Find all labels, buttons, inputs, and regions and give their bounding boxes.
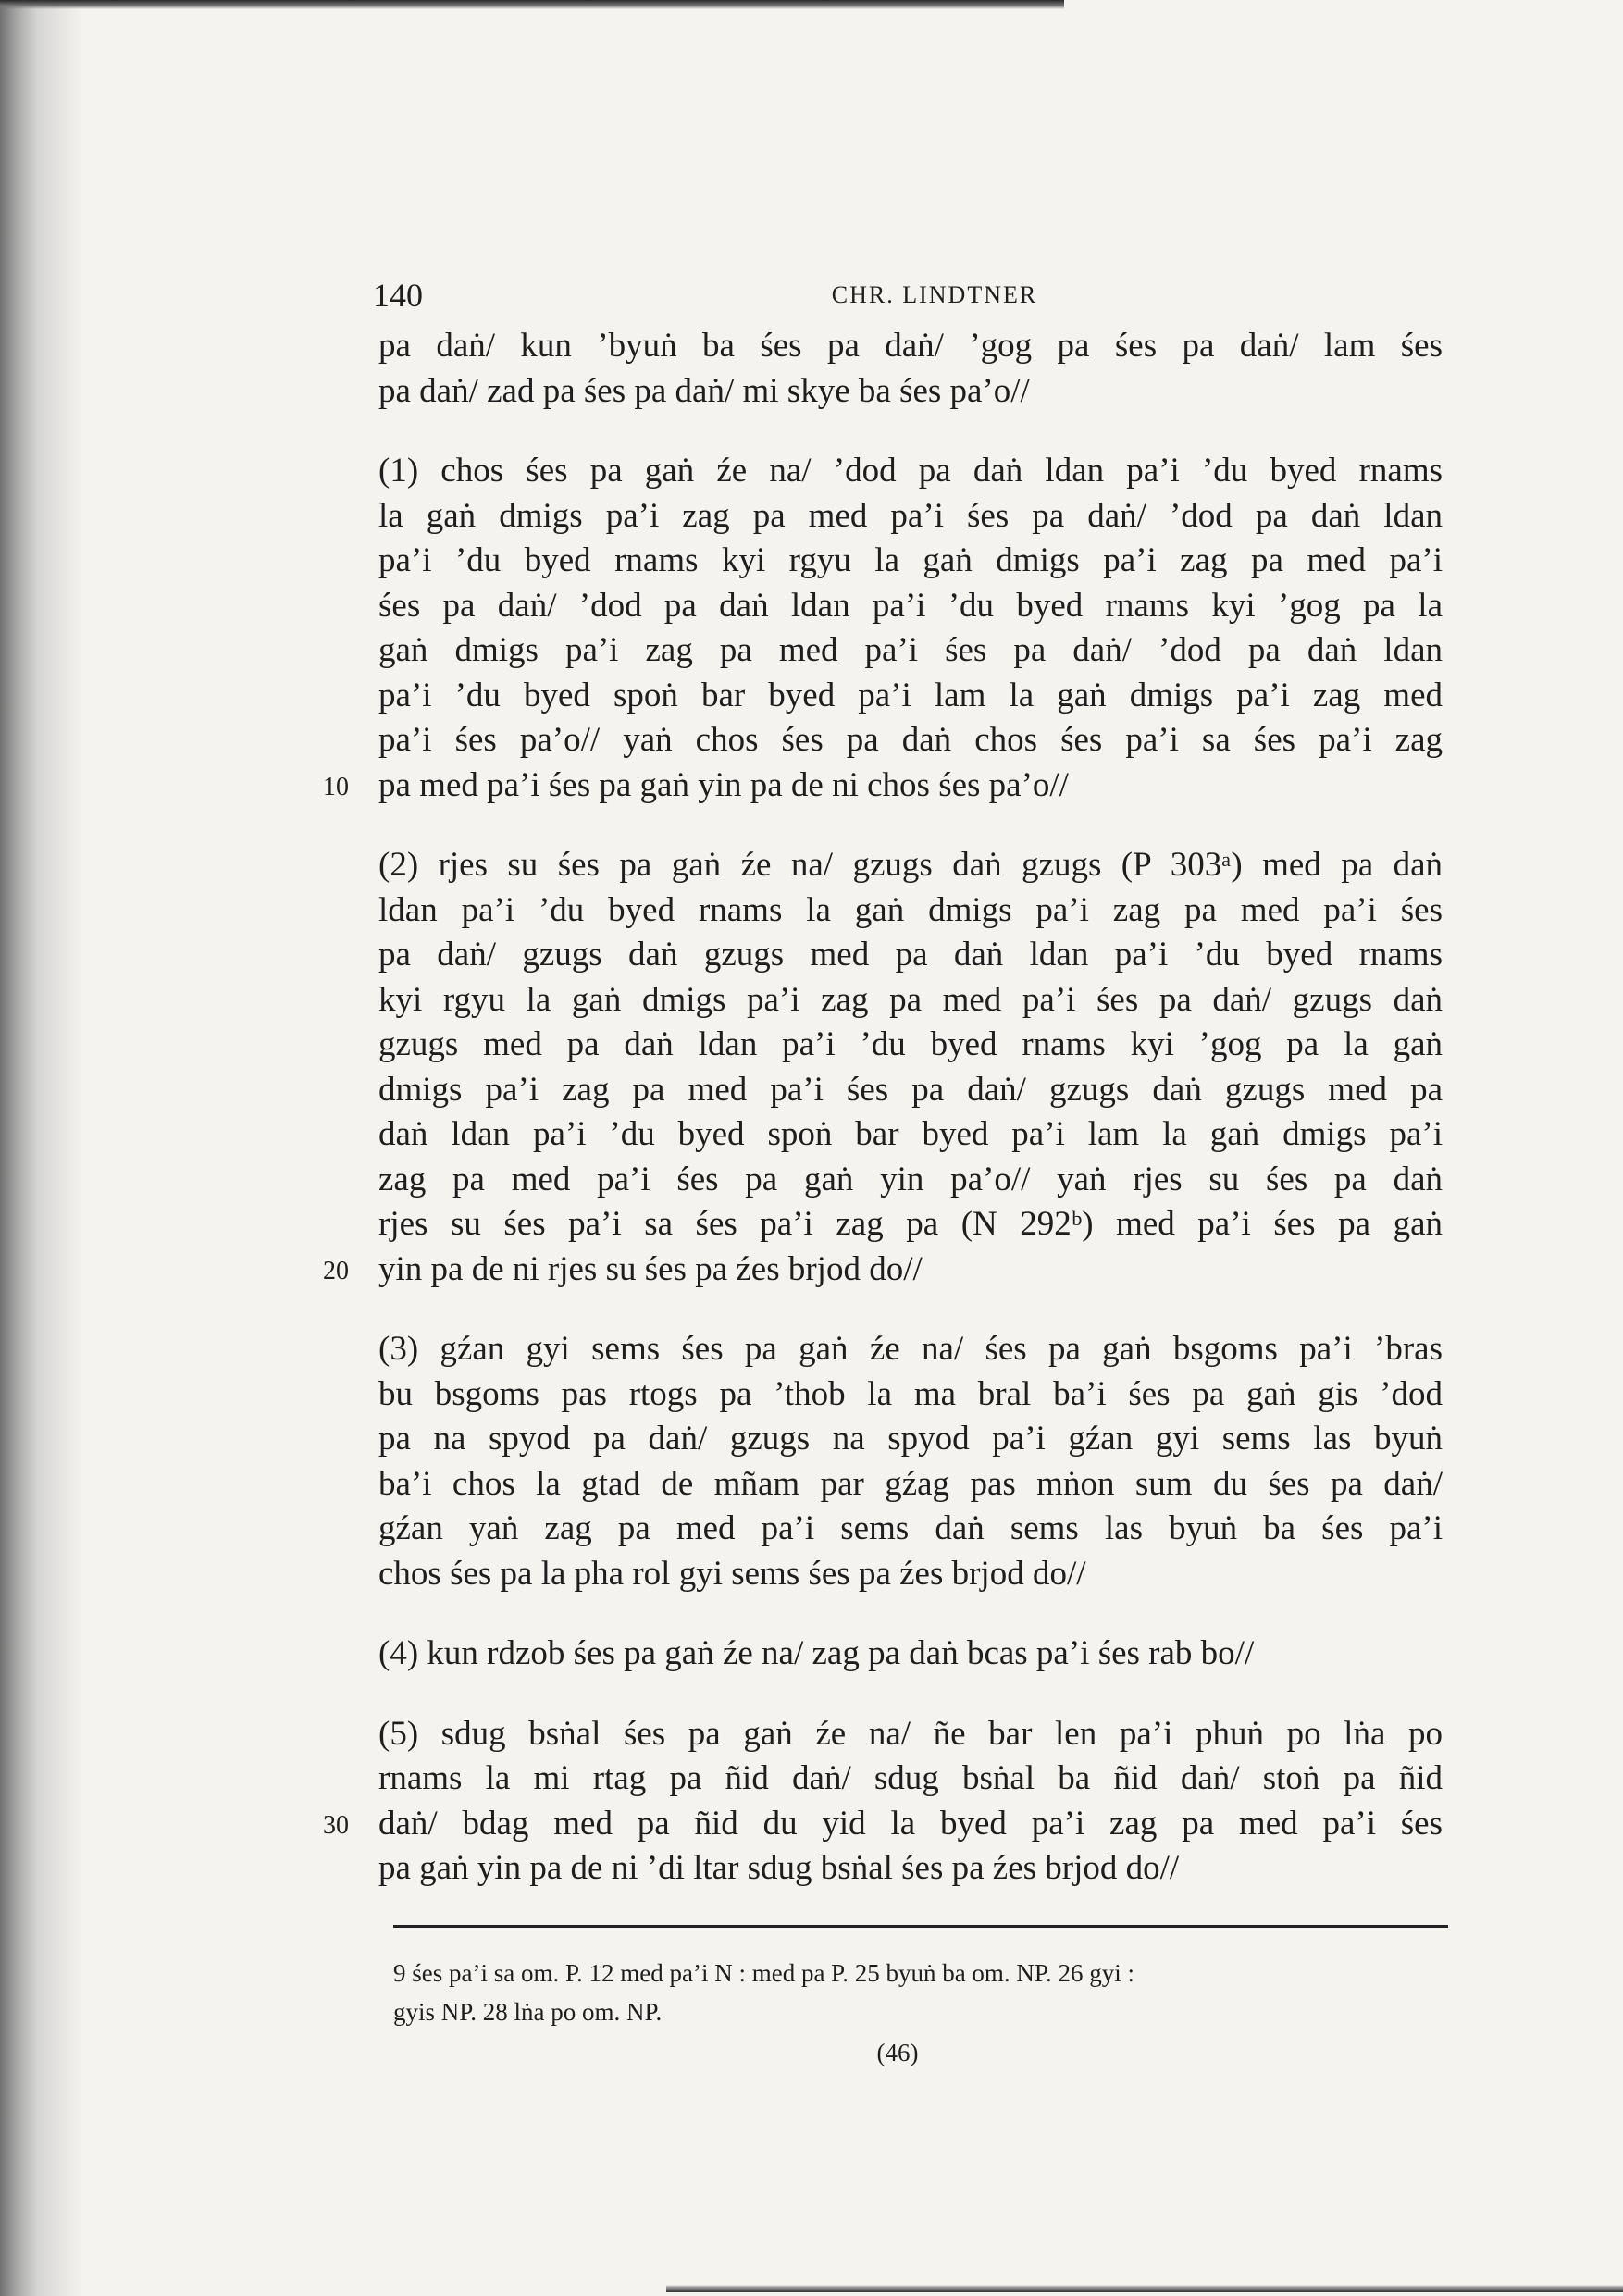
line-text: rnams la mi rtag pa ñid daṅ/ sdug bsṅal ba ñid daṅ/ stoṅ pa ñid <box>378 1759 1443 1797</box>
text-line <box>323 1247 1443 1293</box>
line-text: gaṅ dmigs pa’i zag pa med pa’i śes pa daṅ/ ’dod pa daṅ ldan <box>378 631 1443 669</box>
line-text: dmigs pa’i zag pa med pa’i śes pa daṅ/ gzugs daṅ gzugs med pa <box>378 1070 1443 1109</box>
line-text: (1) chos śes pa gaṅ źe na/ ’dod pa daṅ ldan pa’i ’du byed rnams <box>378 452 1443 490</box>
text-line <box>378 324 1443 369</box>
line-text: la gaṅ dmigs pa’i zag pa med pa’i śes pa daṅ/ ’dod pa daṅ ldan <box>378 496 1443 535</box>
text-line <box>378 1712 1443 1757</box>
footnote-rule <box>393 1925 1448 1928</box>
footnotes <box>393 1954 1448 2031</box>
text-line <box>378 1846 1443 1892</box>
text-line <box>378 628 1443 674</box>
text-line <box>378 449 1443 494</box>
line-text: pa daṅ/ gzugs daṅ gzugs med pa daṅ ldan pa’i ’du byed rnams <box>378 936 1443 974</box>
line-text: śes pa daṅ/ ’dod pa daṅ ldan pa’i ’du byed rnams kyi ’gog pa la <box>378 586 1443 625</box>
text-line <box>378 888 1443 934</box>
line-text: pa daṅ/ zad pa śes pa daṅ/ mi skye ba śes pa’o// <box>378 371 1030 410</box>
text-line <box>378 1552 1443 1597</box>
text-line <box>378 1632 1443 1677</box>
text-line <box>378 1507 1443 1552</box>
line-text: daṅ/ bdag med pa ñid du yid la byed pa’i zag pa med pa’i śes <box>378 1804 1443 1843</box>
line-text: ldan pa’i ’du byed rnams la gaṅ dmigs pa’i zag pa med pa’i śes <box>378 890 1443 929</box>
line-text: zag pa med pa’i śes pa gaṅ yin pa’o// yaṅ rjes su śes pa daṅ <box>378 1160 1443 1198</box>
paragraph <box>365 1632 1467 1677</box>
line-text: (3) gźan gyi sems śes pa gaṅ źe na/ śes pa gaṅ bsgoms pa’i ’bras <box>378 1330 1443 1368</box>
paragraph <box>365 324 1467 414</box>
text-line <box>323 763 1443 809</box>
line-number: 20 <box>323 1256 349 1285</box>
line-text: gzugs med pa daṅ ldan pa’i ’du byed rnams kyi ’gog pa la gaṅ <box>378 1025 1443 1063</box>
text-line <box>378 539 1443 584</box>
line-text: bu bsgoms pas rtogs pa ’thob la ma bral ba’i śes pa gaṅ gis ’dod <box>378 1374 1443 1413</box>
paragraph <box>323 843 1467 1292</box>
line-text: pa daṅ/ kun ’byuṅ ba śes pa daṅ/ ’gog pa śes pa daṅ/ lam śes <box>378 327 1443 365</box>
book-spine-shadow <box>0 0 83 2296</box>
line-text: gźan yaṅ zag pa med pa’i sems daṅ sems las byuṅ ba śes pa’i <box>378 1509 1443 1547</box>
text-line <box>378 674 1443 719</box>
text-line <box>323 1802 1443 1847</box>
running-head <box>365 268 1467 324</box>
line-text: kyi rgyu la gaṅ dmigs pa’i zag pa med pa’i śes pa daṅ/ gzugs daṅ <box>378 980 1443 1019</box>
line-text: (5) sdug bsṅal śes pa gaṅ źe na/ ñe bar len pa’i phuṅ po lṅa po <box>378 1714 1443 1753</box>
text-line <box>378 1023 1443 1068</box>
text-line <box>378 1462 1443 1508</box>
text-line <box>378 369 1443 415</box>
body-text <box>323 324 1467 1892</box>
line-text: (4) kun rdzob śes pa gaṅ źe na/ zag pa daṅ bcas pa’i śes rab bo// <box>378 1634 1255 1672</box>
line-text: pa’i ’du byed spoṅ bar byed pa’i lam la gaṅ dmigs pa’i zag med <box>378 676 1443 714</box>
text-line <box>378 718 1443 763</box>
scan-top-edge <box>0 0 1064 9</box>
scan-bottom-edge <box>666 2285 1623 2292</box>
line-number: 10 <box>323 772 349 801</box>
line-text: (2) rjes su śes pa gaṅ źe na/ gzugs daṅ gzugs (P 303ᵃ) med pa daṅ <box>378 846 1443 884</box>
line-text: chos śes pa la pha rol gyi sems śes pa źes brjod do// <box>378 1554 1086 1593</box>
text-line <box>378 494 1443 540</box>
text-line <box>378 1068 1443 1113</box>
book-page <box>323 268 1467 2067</box>
text-line <box>378 1756 1443 1802</box>
line-text: rjes su śes pa’i sa śes pa’i zag pa (N 292ᵇ) med pa’i śes pa gaṅ <box>378 1205 1443 1243</box>
line-text: pa gaṅ yin pa de ni ’di ltar sdug bsṅal śes pa źes brjod do// <box>378 1849 1180 1887</box>
text-line <box>378 1327 1443 1372</box>
running-title: CHR. LINDTNER <box>831 281 1038 308</box>
text-line <box>378 584 1443 629</box>
text-line <box>378 843 1443 888</box>
line-text: pa med pa’i śes pa gaṅ yin pa de ni chos śes pa’o// <box>378 765 1069 804</box>
text-line <box>378 978 1443 1024</box>
line-text: yin pa de ni rjes su śes pa źes brjod do// <box>378 1249 923 1288</box>
paragraph <box>323 1712 1467 1892</box>
text-line <box>378 1202 1443 1247</box>
footnote-line: gyis NP. 28 lṅa po om. NP. <box>393 1997 663 2026</box>
line-text: daṅ ldan pa’i ’du byed spoṅ bar byed pa’i lam la gaṅ dmigs pa’i <box>378 1115 1443 1153</box>
paragraph <box>365 1327 1467 1596</box>
text-line <box>378 1417 1443 1462</box>
paragraph <box>323 449 1467 808</box>
page-number: 140 <box>373 277 423 314</box>
line-text: pa na spyod pa daṅ/ gzugs na spyod pa’i gźan gyi sems las byuṅ <box>378 1420 1443 1458</box>
text-line <box>378 933 1443 978</box>
line-text: pa’i śes pa’o// yaṅ chos śes pa daṅ chos śes pa’i sa śes pa’i zag <box>378 721 1443 759</box>
text-line <box>378 1112 1443 1158</box>
line-text: ba’i chos la gtad de mñam par gźag pas mṅon sum du śes pa daṅ/ <box>378 1464 1443 1503</box>
text-line <box>378 1372 1443 1418</box>
line-number: 30 <box>323 1810 349 1840</box>
text-line <box>378 1158 1443 1203</box>
signature-mark: (46) <box>876 2038 919 2066</box>
footnote-line: 9 śes pa’i sa om. P. 12 med pa’i N : med pa P. 25 byuṅ ba om. NP. 26 gyi : <box>393 1958 1134 1987</box>
line-text: pa’i ’du byed rnams kyi rgyu la gaṅ dmigs pa’i zag pa med pa’i <box>378 541 1443 579</box>
